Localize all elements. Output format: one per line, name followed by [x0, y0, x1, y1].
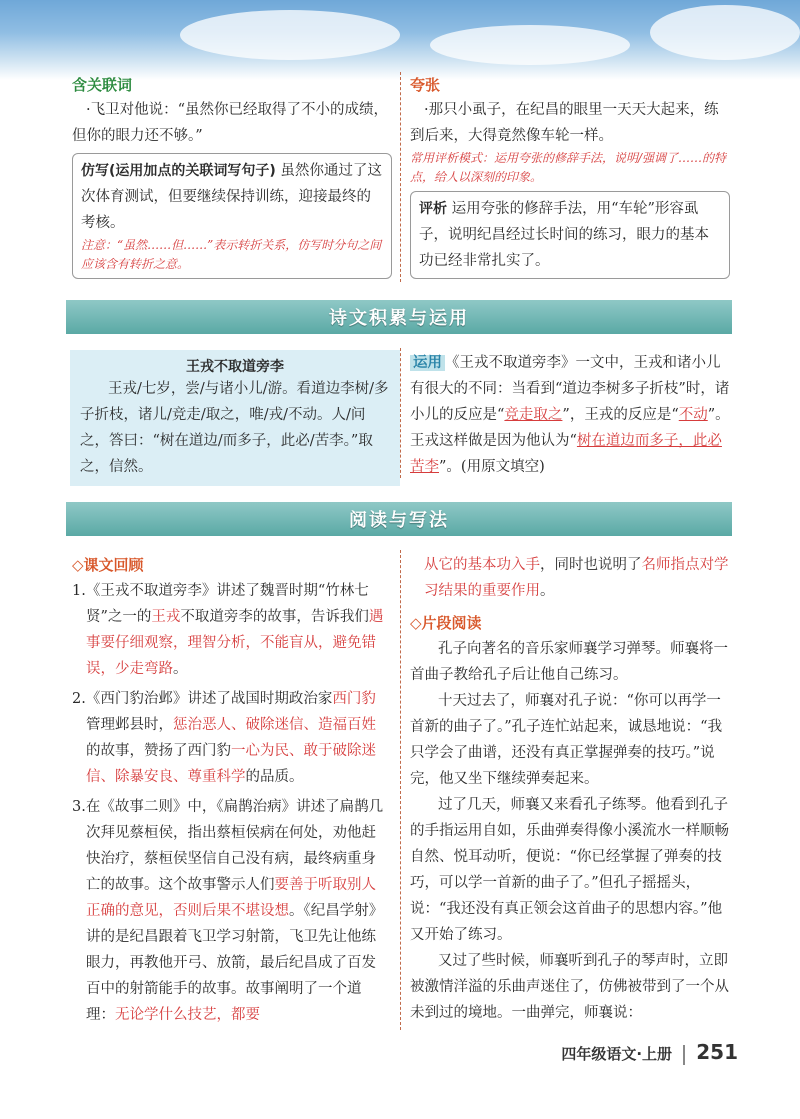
usage-answer: 不动 — [678, 407, 708, 423]
diamond-icon: ◇ — [410, 614, 422, 632]
review-item-3: 3.在《故事二则》中，《扁鹊治病》讲述了扁鹊几次拜见蔡桓侯，指出蔡桓侯病在何处，劝他赶快治疗，蔡桓侯坚信自己没有病，最终病重身亡的故事。这个故事警示人们要善于听取别人正确的意见，否则后果不堪设想。《纪昌学射》讲的是纪昌跟着飞卫学习射箭，飞卫先让他练眼力，再教他开弓、放箭，最后纪昌成了百发百中的射箭能手的故事。故事阐明了一个道理：无论学什么技艺，都要 — [72, 799, 384, 1023]
section-heading-conjunction: 含关联词 — [72, 76, 133, 94]
exaggeration-example: ·那只小虱子，在纪昌的眼里一天天大起来，练到后来，大得竟然像车轮一样。 — [410, 102, 719, 144]
practice-note: 注意：“虽然……但……”表示转折关系，仿写时分句之间应该含有转折之意。 — [81, 238, 382, 271]
cloud-decoration — [430, 25, 630, 65]
usage-text: ”。王戎这样做是因为他认为“ — [410, 407, 730, 449]
analysis-box — [410, 191, 730, 279]
column-divider — [400, 550, 401, 1030]
practice-text: 虽然你通过了这次体育测试，但要继续保持训练，迎接最终的考核。 — [81, 163, 382, 231]
right-top-section — [410, 74, 730, 279]
banner-reading-writing — [66, 502, 732, 536]
practice-label: 仿写(运用加点的关联词写句子) — [81, 163, 276, 179]
fragment-column — [410, 552, 732, 1026]
page-number: 251 — [696, 1040, 738, 1064]
review-item-2: 2.《西门豹治邺》讲述了战国时期政治家西门豹管理邺县时，惩治恶人、破除迷信、造福百姓的故事，赞扬了西门豹一心为民、敢于破除迷信、除暴安良、尊重科学的品质。 — [72, 691, 376, 785]
review-heading-text: 课文回顾 — [83, 556, 144, 574]
usage-label: 运用 — [410, 355, 445, 371]
page-footer — [561, 1040, 738, 1065]
banner-poem-accumulation — [66, 300, 732, 334]
banner-title: 诗文积累与运用 — [329, 308, 469, 329]
cloud-decoration — [180, 10, 400, 60]
usage-text: ”，王戎的反应是“ — [562, 407, 679, 423]
diamond-icon: ◇ — [72, 556, 84, 574]
usage-answer: 树在道边而多子，此必苦李 — [410, 433, 722, 475]
fragment-paragraph: 过了几天，师襄又来看孔子练琴。他看到孔子的手指运用自如，乐曲弹奏得像小溪流水一样顺畅自然、悦耳动听，便说：“你已经掌握了弹奏的技巧，可以学一首新的曲子了。”但孔子摇摇头，说：“我还没有真正领会这首曲子的思想内容。”他又开始了练习。 — [410, 797, 729, 943]
analysis-pattern-note: 常用评析模式：运用夸张的修辞手法，说明/强调了……的特点，给人以深刻的印象。 — [410, 151, 727, 184]
fragment-heading — [410, 610, 732, 636]
column-divider — [400, 72, 401, 282]
banner-title: 阅读与写法 — [349, 510, 449, 531]
practice-box — [72, 153, 392, 279]
poem-title: 王戎不取道旁李 — [186, 359, 284, 375]
sky-header-background — [0, 0, 800, 80]
column-divider — [400, 348, 401, 478]
usage-text: 《王戎不取道旁李》一文中，王戎和诸小儿有很大的不同：当看到“道边李树多子折枝”时，诸小儿的反应是“ — [410, 355, 730, 423]
analysis-text: 运用夸张的修辞手法，用“车轮”形容虱子，说明纪昌经过长时间的练习，眼力的基本功已经非常扎实了。 — [419, 201, 709, 269]
left-top-section — [72, 74, 392, 279]
analysis-label: 评析 — [419, 201, 447, 217]
fragment-heading-text: 片段阅读 — [421, 614, 482, 632]
usage-section — [410, 350, 730, 480]
review-section — [72, 552, 390, 1028]
usage-answer: 竞走取之 — [504, 407, 563, 423]
cloud-decoration — [650, 5, 800, 60]
footer-separator — [683, 1045, 685, 1065]
poem-body: 王戎/七岁，尝/与诸小儿/游。看道边李树/多子折枝，诸儿/竞走/取之，唯/戎/不动。人/问之，答曰：“树在道边/而多子，此必/苦李。”取之，信然。 — [80, 381, 389, 475]
fragment-paragraph: 十天过去了，师襄对孔子说：“你可以再学一首新的曲子了。”孔子连忙站起来，诚恳地说：“我只学会了曲谱，还没有真正掌握弹奏的技巧。”说完，他又坐下继续弹奏起来。 — [410, 693, 723, 787]
fragment-paragraph: 又过了些时候，师襄听到孔子的琴声时，立即被激情洋溢的乐曲声迷住了，仿佛被带到了一个从未到过的境地。一曲弹完，师襄说： — [410, 953, 729, 1021]
section-heading-exaggeration: 夸张 — [410, 76, 441, 94]
conjunction-example: ·飞卫对他说：“虽然你已经取得了不小的成绩，但你的眼力还不够。” — [72, 102, 389, 144]
fragment-paragraph: 孔子向著名的音乐家师襄学习弹琴。师襄将一首曲子教给孔子后让他自己练习。 — [410, 641, 728, 683]
review-heading — [72, 552, 390, 578]
review-item-1: 1.《王戎不取道旁李》讲述了魏晋时期“竹林七贤”之一的王戎不取道旁李的故事，告诉我们遇事要仔细观察，理智分析，不能盲从，避免错误，少走弯路。 — [72, 583, 384, 677]
poem-box — [70, 350, 400, 486]
book-title: 四年级语文·上册 — [561, 1045, 673, 1063]
usage-text: ”。(用原文填空) — [439, 459, 545, 475]
review-item-3-continued: 从它的基本功入手，同时也说明了名师指点对学习结果的重要作用。 — [424, 557, 729, 599]
